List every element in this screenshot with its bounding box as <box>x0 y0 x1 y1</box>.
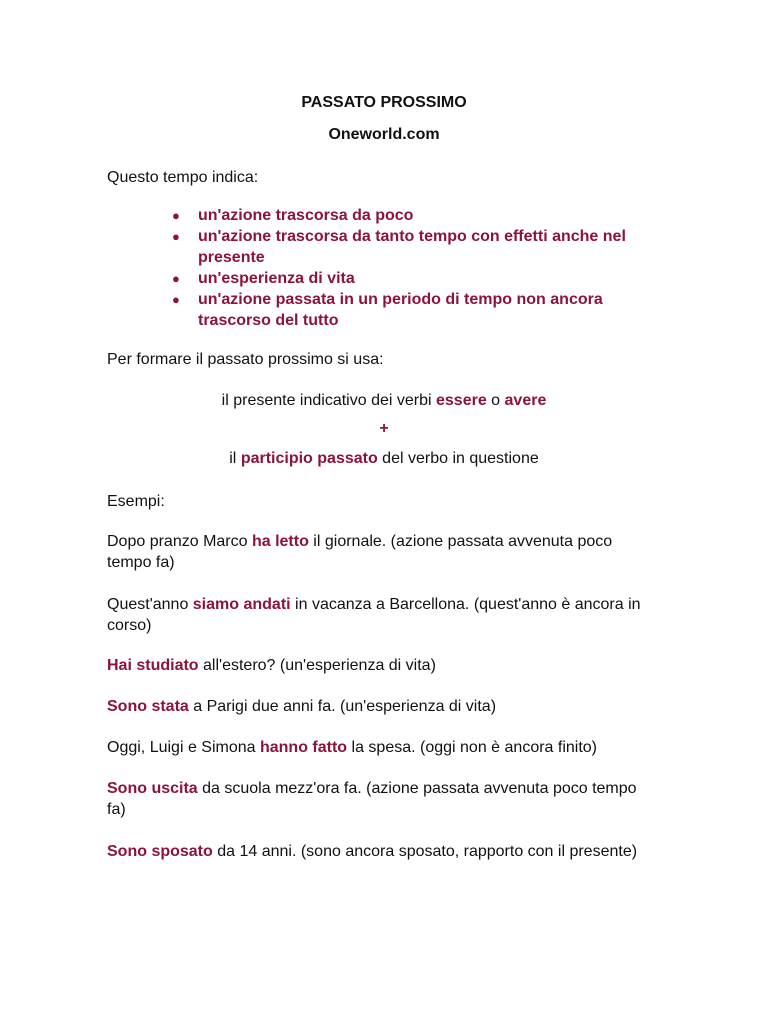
example-verb: Sono uscita <box>107 780 198 797</box>
list-item <box>172 268 652 289</box>
page-subtitle: Oneworld.com <box>328 126 440 143</box>
formation-intro: Per formare il passato prossimo si usa: <box>107 351 384 368</box>
example-sentence <box>107 531 647 573</box>
formation-text: o <box>486 392 505 409</box>
bullet-icon: ● <box>172 271 180 286</box>
bullet-icon: ● <box>172 229 180 244</box>
formation-text: il presente indicativo dei verbi <box>221 392 436 409</box>
auxiliary-avere: avere <box>504 392 547 409</box>
example-verb: Sono sposato <box>107 843 213 860</box>
example-text: a Parigi due anni fa. (un'esperienza di vita) <box>188 698 497 715</box>
example-text: il giornale. (azione passata avvenuta poco tempo fa) <box>107 533 613 571</box>
formation-text: il <box>229 450 241 467</box>
formation-text: del verbo in questione <box>377 450 539 467</box>
page-title: PASSATO PROSSIMO <box>301 94 467 111</box>
example-text: in vacanza a Barcellona. (quest'anno è ancora in corso) <box>107 596 641 634</box>
example-sentence <box>107 841 647 862</box>
bullet-icon: ● <box>172 292 180 307</box>
bullet-icon: ● <box>172 208 180 223</box>
example-verb: hanno fatto <box>259 739 348 756</box>
example-text: la spesa. (oggi non è ancora finito) <box>347 739 598 756</box>
example-verb: ha letto <box>251 533 309 550</box>
formation-line-2 <box>0 450 768 468</box>
formation-line-1 <box>0 392 768 410</box>
participle-term: participio passato <box>240 450 378 467</box>
example-text: Dopo pranzo Marco <box>107 533 252 550</box>
list-item-text: un'esperienza di vita <box>198 270 355 287</box>
intro-text: Questo tempo indica: <box>107 169 259 186</box>
list-item-text: un'azione trascorsa da tanto tempo con effetti anche nel presente <box>198 228 626 266</box>
example-text: da 14 anni. (sono ancora sposato, rapporto con il presente) <box>212 843 638 860</box>
example-verb: Hai studiato <box>107 657 199 674</box>
list-item-text: un'azione passata in un periodo di tempo non ancora trascorso del tutto <box>198 291 603 329</box>
example-sentence <box>107 737 647 758</box>
auxiliary-essere: essere <box>436 392 487 409</box>
example-text: da scuola mezz'ora fa. (azione passata avvenuta poco tempo fa) <box>107 780 637 818</box>
plus-sign: + <box>379 420 389 437</box>
example-sentence <box>107 655 647 676</box>
list-item <box>172 226 652 268</box>
example-text: all'estero? (un'esperienza di vita) <box>198 657 436 674</box>
example-verb: Sono stata <box>107 698 189 715</box>
example-sentence <box>107 696 647 717</box>
example-sentence <box>107 594 647 636</box>
example-sentence <box>107 778 647 820</box>
example-text: Oggi, Luigi e Simona <box>107 739 260 756</box>
example-text: Quest'anno <box>107 596 193 613</box>
example-verb: siamo andati <box>192 596 291 613</box>
uses-list <box>172 205 652 331</box>
list-item <box>172 289 652 331</box>
examples-label: Esempi: <box>107 493 165 510</box>
list-item-text: un'azione trascorsa da poco <box>198 207 414 224</box>
list-item <box>172 205 652 226</box>
